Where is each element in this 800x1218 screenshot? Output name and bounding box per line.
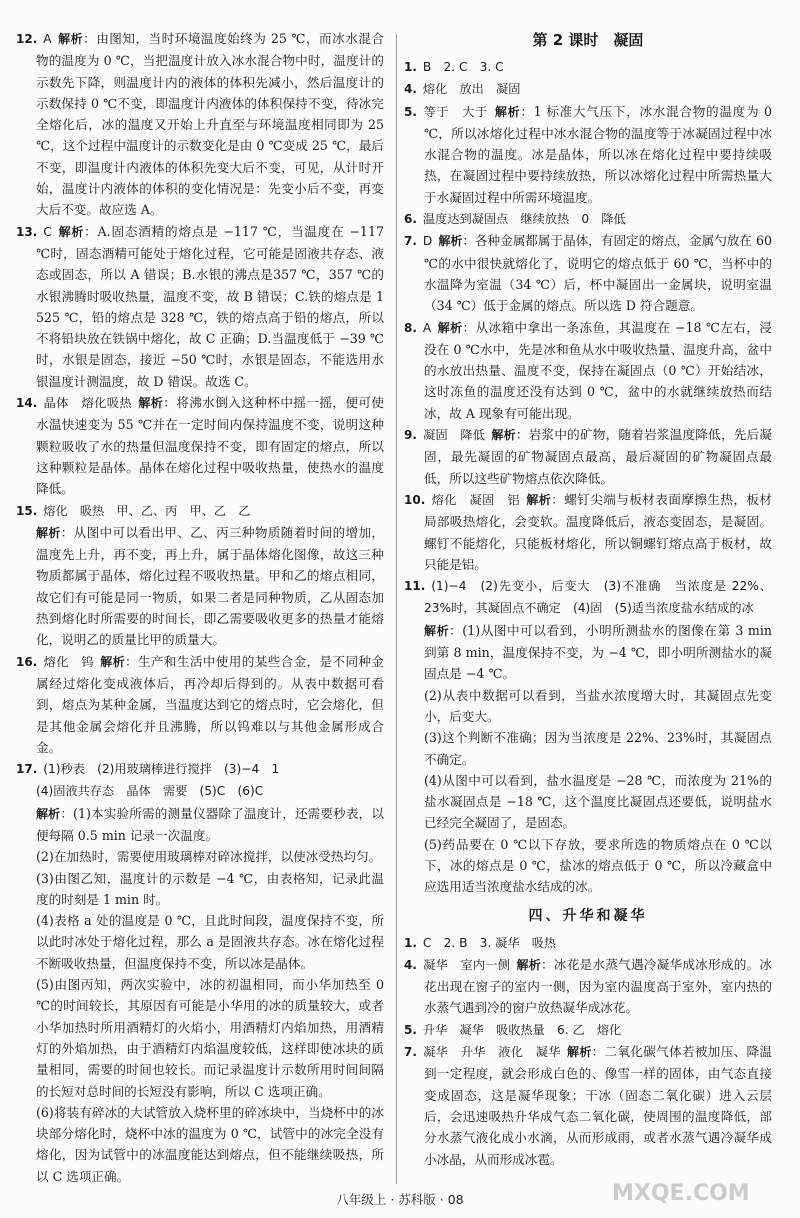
item-number: 16. bbox=[16, 654, 38, 669]
answer-item bbox=[404, 489, 772, 575]
section-answers bbox=[404, 932, 772, 1170]
analysis-label: 解析 bbox=[491, 428, 516, 443]
answer-text: C 2. B 3. 凝华 吸热 bbox=[422, 935, 557, 950]
item-number: 7. bbox=[404, 234, 417, 249]
answer-item bbox=[16, 500, 384, 522]
answer-item bbox=[404, 834, 772, 898]
answer-text: C bbox=[43, 224, 52, 239]
answer-text: 凝固 降低 bbox=[422, 428, 486, 443]
watermark-logo bbox=[602, 1140, 772, 1210]
item-number: 4. bbox=[404, 957, 417, 972]
explanation-text: (5)药品要在 0 ℃以下存放，要求所选的物质熔点在 0 ℃以下，冰的熔点是 0 ℃，盐冰的熔点低于 0 ℃，所以冷藏盒中应选用适当浓度盐水结成的冰。 bbox=[424, 836, 772, 895]
item-number: 7. bbox=[404, 1045, 417, 1060]
right-column bbox=[404, 28, 772, 1170]
answer-item bbox=[404, 208, 772, 230]
answer-text: B 2. C 3. C bbox=[422, 60, 504, 74]
explanation-text: (4)从图中可以看到，盐水温度是 −28 ℃，而浓度为 21%的盐水凝固点是 −18 ℃，这个温度比凝固点还要低，说明盐水已经完全凝固了，是固态。 bbox=[424, 772, 772, 831]
analysis-label: 解析 bbox=[99, 654, 126, 669]
item-number: 15. bbox=[16, 503, 38, 518]
answer-text: D bbox=[422, 234, 433, 249]
item-number: 17. bbox=[16, 762, 38, 777]
explanation-text: ：由图知，当时环境温度始终为 25 ℃，而冰水混合物的温度为 0 ℃，当把温度计放入冰水混合物中时，温度计的示数先下降，则温度计内的液体的体积先减小，然后温度计的示数保持 0 ℃不变，即温度计内液体的体积保持不变，待冰完全熔化后，冰的温度又开始上升直至与环境温度相同即为 25 ℃，这个过程中温度计的示数变化是由 0 ℃变成 25 ℃，最后不变，即温度计内液体的体积先变大后不变，可见，从计时开始，温度计内液体的体积的变化情况是：先变小后不变，再变大后不变。故应选 A。 bbox=[36, 31, 384, 218]
column-divider bbox=[396, 34, 397, 1184]
answer-item bbox=[404, 575, 772, 620]
analysis-label: 解析 bbox=[36, 525, 61, 540]
answer-item bbox=[404, 424, 772, 489]
answer-text: 晶体 熔化吸热 bbox=[43, 396, 132, 411]
lesson-title: 第 2 课时 凝固 bbox=[532, 31, 644, 49]
answer-item bbox=[404, 101, 772, 208]
answer-item bbox=[404, 727, 772, 770]
analysis-label: 解析 bbox=[437, 320, 463, 335]
item-number: 10. bbox=[404, 492, 426, 507]
answer-text: (4)固液共存态 晶体 需要 (5)C (6)C bbox=[36, 784, 264, 799]
explanation-text: ：(1)本实验所需的测量仪器除了温度计，还需要秒表，以便每隔 0.5 min 记录一次温度。 bbox=[36, 805, 384, 843]
answer-item bbox=[16, 758, 384, 780]
answer-item bbox=[16, 28, 384, 221]
analysis-label: 解析 bbox=[525, 492, 552, 507]
answer-text: 温度达到凝固点 继续放热 0 降低 bbox=[422, 212, 626, 227]
explanation-text: ：A.固态酒精的熔点是 −117 ℃，当温度在 −117 ℃时，固态酒精可能处于熔化过程，它可能是固液共存态、液态或固态，所以 A 错误；B.水银的沸点是357 ℃，357 ℃的水银沸腾时吸收热量，温度不变，故 B 错误；C.铁的熔点是 1 525 ℃，铅的熔点是 328 ℃，铁的熔点高于铅的熔点，所以不将铅块放在铁锅中熔化，故 C 正确；D.当温度低于 −39 ℃时，水银是固态，接近 −50 ℃时，水银是固态，不能选用水银温度计测温度，故 D 错误。故选 C。 bbox=[36, 223, 384, 389]
answer-item bbox=[404, 78, 772, 100]
explanation-text: ：生产和生活中使用的某些合金，是不同种金属经过熔化变成液体后，再冷却后得到的。从表中数据可看到，熔点为某种金属，当温度达到它的熔点时，它会熔化，但是其他金属会熔化并且沸腾，所以钨难以与其他金属形成合金。 bbox=[36, 653, 384, 755]
answer-item bbox=[404, 317, 772, 424]
answer-text: 凝华 升华 液化 凝华 bbox=[422, 1045, 561, 1060]
answer-item bbox=[16, 846, 384, 867]
item-number: 14. bbox=[16, 396, 38, 411]
answer-text: 熔化 钨 bbox=[43, 654, 94, 669]
analysis-label: 解析 bbox=[57, 224, 85, 239]
answer-item bbox=[16, 803, 384, 847]
answer-text: A bbox=[422, 320, 432, 335]
explanation-text: (6)将装有碎冰的大试管放入烧杯里的碎冰块中，当烧杯中的冰块部分熔化时，烧杯中冰的温度为 0 ℃，试管中的冰完全没有熔化，因为试管中的冰温度能达到熔点，但不能继续吸热，所以 C 选项正确。 bbox=[36, 1104, 384, 1184]
page-footer: 八年级上 · 苏科版 · 08 bbox=[336, 1192, 464, 1207]
explanation-text: ：(1)从图中可以看到，小明所测盐水的图像在第 3 min 到第 8 min，温度保持不变，为 −4 ℃，即小明所测盐水的凝固点是 −4 ℃。 bbox=[424, 622, 772, 682]
explanation-text: ：二氧化碳气体若被加压、降温到一定程度，就会形成白色的、像雪一样的固体，由气态直接变成固态，这是凝华现象；干冰（固态二氧化碳）进入云层后，会迅速吸热升华成气态二氧化碳，使周围的温度降低，部分水蒸气液化成小水滴，从而形成雨，或者水蒸气遇冷凝华成小冰晶，从而形成冰雹。 bbox=[424, 1044, 773, 1167]
explanation-text: (2)在加热时，需要使用玻璃棒对碎冰搅拌，以使冰受热均匀。 bbox=[36, 849, 382, 865]
left-column bbox=[16, 28, 384, 1187]
explanation-text: ：从图中可以看出甲、乙、丙三种物质随着时间的增加，温度先上升，再不变，再上升，属于晶体熔化图像，故这三种物质都属于晶体，熔化过程不吸收热量。甲和乙的熔点相同，故它们有可能是同一物质，如果二者是同种物质，乙从固态加热到熔化时所需要的时间长，即乙需要吸收更多的热量才能熔化，说明乙的质量比甲的质量大。 bbox=[36, 524, 384, 648]
explanation-text: (3)由图乙知，温度计的示数是 −4 ℃，由表格知，记录此温度的时刻是 1 min 时。 bbox=[36, 870, 384, 907]
explanation-text: (5)由图丙知，两次实验中，冰的初温相同，而小华加热至 0 ℃的时间较长，其原因有可能是小华用的冰的质量较大，或者小华加热时所用酒精灯的火焰小，用酒精灯内焰加热，用酒精灯的外焰加热，由于酒精灯内焰温度较低，这样即使冰块的质量相同，需要的时间也较长。而记录温度计示数所用时间间隔的长短对总时间的长短没有影响，所以 C 选项正确。 bbox=[36, 977, 384, 1099]
watermark-text: MXQE.COM bbox=[612, 1181, 750, 1206]
item-number: 11. bbox=[404, 579, 426, 594]
answer-item bbox=[16, 1102, 384, 1187]
lesson-answers bbox=[404, 56, 772, 620]
item-number: 5. bbox=[404, 1022, 417, 1037]
explanation-text: ：冰花是水蒸气遇冷凝华成冰形成的。冰花出现在窗子的室内一侧，因为室内温度高于室外，室内热的水蒸气遇到冷的窗户放热凝华成冰花。 bbox=[424, 956, 773, 1016]
answer-text: (1)−4 (2)先变小，后变大 (3)不准确 当浓度是 22%、23%时，其凝固点不确定 (4)固 (5)适当浓度盐水结成的冰 bbox=[424, 579, 772, 616]
item-number: 6. bbox=[404, 212, 417, 227]
analysis-label: 解析 bbox=[516, 957, 542, 972]
answer-item bbox=[404, 770, 772, 834]
analysis-label: 解析 bbox=[57, 32, 84, 46]
explanation-text: ：螺钉尖端与板材表面摩擦生热，板材局部吸热熔化，会变软。温度降低后，液态变固态，是凝固。螺钉不能熔化，只能板材熔化，所以铜螺钉熔点高于板材，故只能是铝。 bbox=[424, 491, 773, 572]
analysis-label: 解析 bbox=[137, 396, 164, 411]
answer-text: (1)秒表 (2)用玻璃棒进行搅拌 (3)−4 1 bbox=[43, 762, 280, 777]
explanation-text: ：岩浆中的矿物，随着岩浆温度降低，先后凝固，最先凝固的矿物凝固点最高，最后凝固的矿物凝固点最低，所以这些矿物熔点依次降低。 bbox=[424, 427, 772, 486]
answer-text: 凝华 室内一侧 bbox=[422, 957, 511, 972]
analysis-label: 解析 bbox=[438, 234, 463, 249]
item-number: 12. bbox=[16, 32, 38, 46]
analysis-label: 解析 bbox=[566, 1045, 592, 1060]
answer-item bbox=[404, 620, 772, 685]
answer-text: A bbox=[43, 32, 52, 46]
analysis-label: 解析 bbox=[36, 806, 61, 821]
answer-item bbox=[404, 932, 772, 954]
item-number: 1. bbox=[404, 60, 417, 74]
answer-item bbox=[16, 910, 384, 974]
explanation-text: (4)表格 a 处的温度是 0 ℃，且此时间段，温度保持不变，所以此时冰处于熔化过程，那么 a 是固液共存态。冰在熔化过程不断吸收热量，但温度保持不变，所以冰是晶体。 bbox=[36, 913, 384, 971]
analysis-label: 解析 bbox=[424, 623, 450, 638]
explanation-text: ：从冰箱中拿出一条冻鱼，其温度在 −18 ℃左右，浸没在 0 ℃水中，先是冰和鱼从水中吸收热量、温度升高，盆中的水放出热量、温度不变，保持在凝固点（0 ℃）开始结冰，这时冻鱼的温度还没有达到 0 ℃，盆中的水就继续放热而结冰，故 A 现象有可能出现。 bbox=[424, 319, 772, 421]
answer-item bbox=[404, 56, 772, 78]
item-number: 4. bbox=[404, 82, 417, 97]
item-number: 9. bbox=[404, 428, 417, 443]
answer-text: 等于 大于 bbox=[422, 104, 489, 119]
answer-item bbox=[16, 974, 384, 1102]
explanation-text: ：将沸水倒入这种杯中摇一摇，便可使水温快速变为 55 ℃并在一定时间内保持温度不变，说明这种颗粒吸收了水的热量但温度保持不变，即有固定的熔点，所以这种颗粒是晶体。晶体在熔化过程中吸收热量，使热水的温度降低。 bbox=[36, 395, 385, 497]
analysis-label: 解析 bbox=[494, 104, 521, 119]
answer-item bbox=[16, 522, 384, 651]
answer-item bbox=[404, 685, 772, 728]
explanation-text: (2)从表中数据可以看到，当盐水浓度增大时，其凝固点先变小，后变大。 bbox=[424, 687, 772, 724]
answer-item bbox=[404, 230, 772, 316]
item-number: 5. bbox=[404, 104, 417, 119]
item-number: 1. bbox=[404, 935, 417, 950]
answer-item bbox=[16, 392, 384, 499]
answer-item bbox=[404, 954, 772, 1019]
explanation-text: ：各种金属都属于晶体，有固定的熔点，金属勺放在 60 ℃的水中很快就熔化了，说明它的熔点低于 60 ℃，当杯中的水温降为室温（34 ℃）后，杯中凝固出一金属块，说明室温（34 ℃）低于金属的熔点。所以选 D 符合题意。 bbox=[424, 233, 773, 314]
item-number: 8. bbox=[404, 320, 417, 335]
answer-text: 熔化 吸热 甲、乙、丙 甲、乙 乙 bbox=[43, 503, 251, 518]
item-number: 13. bbox=[16, 224, 38, 239]
answer-text: 升华 凝华 吸收热量 6. 乙 熔化 bbox=[422, 1022, 622, 1037]
answer-text: 熔化 放出 凝固 bbox=[422, 82, 521, 97]
answer-item bbox=[404, 1019, 772, 1041]
section-title: 四、升华和凝华 bbox=[528, 907, 648, 924]
answer-item bbox=[16, 780, 384, 802]
answer-text: 熔化 凝固 铝 bbox=[431, 492, 520, 507]
answer-item bbox=[16, 868, 384, 911]
answer-item bbox=[16, 651, 384, 758]
explanation-text: (3)这个判断不准确；因为当浓度是 22%、23%时，其凝固点不确定。 bbox=[424, 730, 772, 767]
lesson-11-explanation bbox=[404, 620, 772, 898]
answer-item bbox=[16, 221, 384, 392]
explanation-text: ：1 标准大气压下，冰水混合物的温度为 0 ℃，所以冰熔化过程中冰水混合物的温度等于冰凝固过程中冰水混合物的温度。冰是晶体，所以冰在熔化过程中要持续吸热，在凝固过程中要持续放热，所以冰熔化过程中所需热量大于水凝固过程中所需环境温度。 bbox=[424, 103, 772, 205]
